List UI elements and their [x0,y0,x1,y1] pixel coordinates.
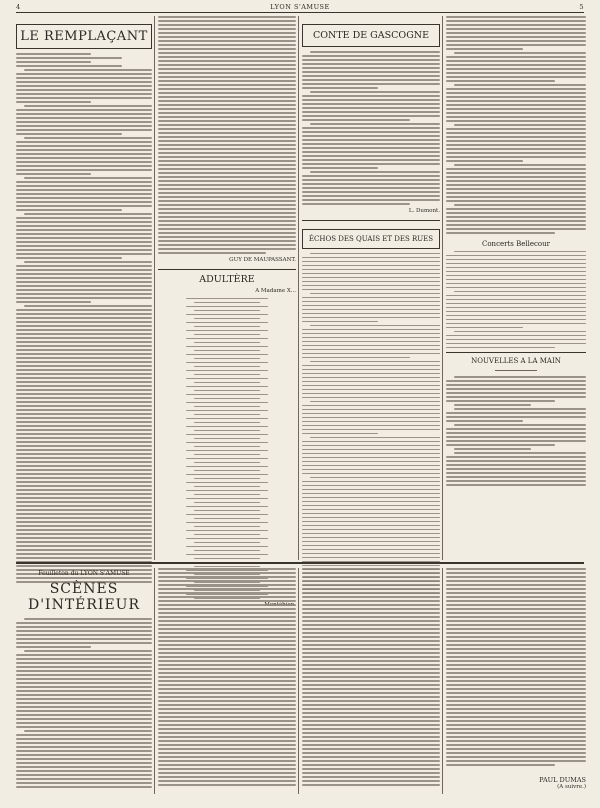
column-3 [302,16,440,560]
section-rule [158,269,296,270]
feuilleton-continued: (A suivre.) [557,784,586,790]
feuilleton-column-3 [302,568,440,790]
column-divider [154,568,155,794]
section-rule [302,220,440,221]
feuilleton-column-1 [16,568,152,808]
feuilleton-column-4 [446,568,586,790]
feuilleton-rule [16,562,584,564]
section-title: Concerts Bellecour [481,239,550,248]
newspaper-page [6,0,594,803]
column-divider [298,568,299,794]
article-body [16,53,152,583]
poem-body [158,298,296,600]
title-underline [495,370,537,371]
column-divider [298,16,299,560]
feuilleton-author: PAUL DUMAS [539,776,586,784]
column-1 [16,16,152,560]
column-divider [154,16,155,560]
feuilleton-body [16,618,152,808]
article-body-continued [158,16,296,254]
feuilleton-column-2 [158,568,296,790]
running-header [16,2,584,13]
article-signature: GUY DE MAUPASSANT. [229,256,296,263]
news-body [446,376,586,486]
section-title: NOUVELLES A LA MAIN [471,357,561,365]
poem-title: ADULTÈRE [199,273,255,285]
column-divider [442,16,443,560]
feuilleton-label: Feuilleton du LYON S'AMUSE [38,570,130,577]
section-rule [446,352,586,353]
page-number-left: 4 [16,3,21,11]
echoes-body [302,253,440,595]
article-signature: L. Dumont. [408,207,440,214]
publication-name: LYON S'AMUSE [270,3,330,11]
column-4 [446,16,586,560]
feuilleton-title: SCÈNES D'INTÉRIEUR [27,581,141,613]
section-title: ÉCHOS DES QUAIS ET DES RUES [308,234,434,243]
article-title-box [302,24,440,47]
poem-dedication: A Madame X... [255,287,296,294]
echoes-body-continued [446,16,586,234]
section-title-box [302,229,440,249]
article-body [302,51,440,205]
article-title: LE REMPLAÇANT [20,29,148,44]
article-title: CONTE DE GASCOGNE [312,30,430,41]
column-divider [442,568,443,794]
column-2 [158,16,296,560]
page-number-right: 5 [579,3,584,11]
concert-body [446,251,586,349]
article-title-box [16,24,152,49]
